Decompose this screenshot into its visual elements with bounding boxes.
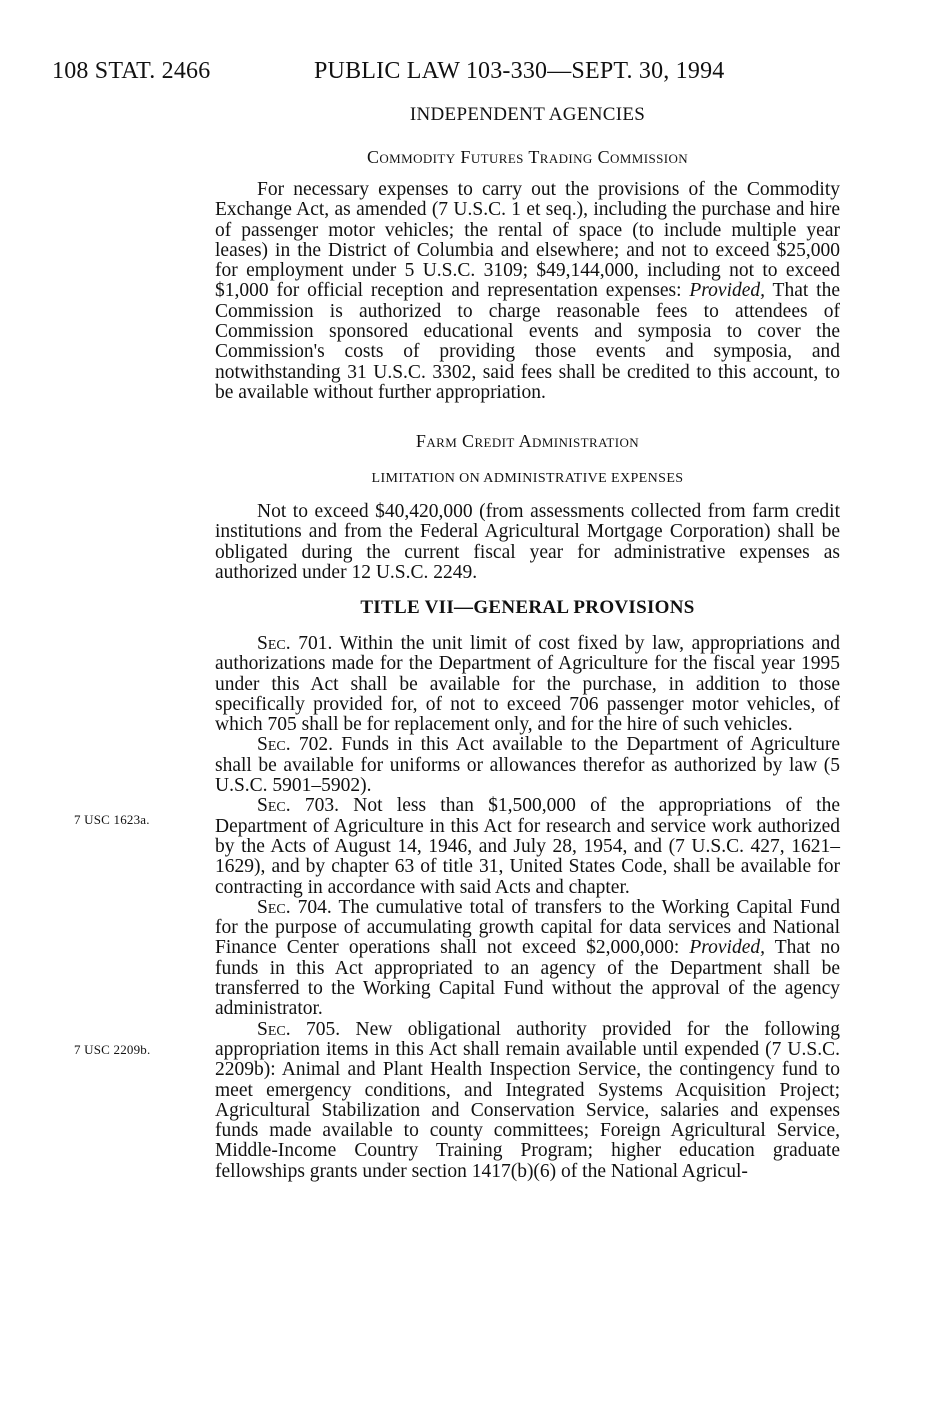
section-704-text-part-1: The cumulative total of transfers to the Working Capital Fund for the purpose of accumulating growth capital for data services and National Finance Center operations shall not exceed $2,000,000: (215, 896, 840, 959)
cftc-heading: Commodity Futures Trading Commission (366, 147, 689, 167)
fca-heading: Farm Credit Administration (415, 431, 640, 451)
section-701-text: Within the unit limit of cost fixed by law, appropriations and authorizations made for the Department of Agriculture for the fiscal year 1995 under this Act shall be available for the purchase, in addition to those specifically provided for, of not to exceed 706 passenger motor vehicles, of which 705 shall be for replacement only, and for the hire of such vehicles. (215, 633, 840, 736)
margin-note-section-703: 7 USC 1623a. (74, 812, 150, 827)
section-702-label: Sec. 702. (257, 734, 333, 756)
section-705 (215, 1020, 840, 1182)
page-header (52, 58, 852, 88)
section-703-label: Sec. 703. (257, 795, 339, 817)
cftc-text-part-2: That the Commission is authorized to charge reasonable fees to attendees of Commission sponsored educational events and symposia to cover the Commission's costs of providing those events and symposia, and notwithstanding 31 U.S.C. 3302, said fees shall be credited to this account, to be available without further appropriation. (215, 280, 840, 403)
cftc-text-part-1: For necessary expenses to carry out the provisions of the Commodity Exchange Act, as amended (7 U.S.C. 1 et seq.), including the purchase and hire of passenger motor vehicles; the rental of space (to include multiple year leases) in the District of Columbia and elsewhere; and not to exceed $25,000 for employment under 5 U.S.C. 3109; $49,144,000, including not to exceed $1,000 for official reception and representation expenses: (215, 179, 840, 302)
margin-note-section-705: 7 USC 2209b. (74, 1042, 151, 1057)
section-703-text: Not less than $1,500,000 of the appropriations of the Department of Agriculture in this Act for research and service work authorized by the Acts of August 14, 1946, and July 28, 1954, and (7 U.S.C. 427, 1621–1629), and by chapter 63 of title 31, United States Code, shall be available for contracting in accordance with said Acts and chapter. (215, 795, 840, 898)
section-704-proviso: Provided, (689, 937, 765, 959)
title-heading: INDEPENDENT AGENCIES (409, 104, 646, 125)
title-vii-heading: TITLE VII—GENERAL PROVISIONS (360, 597, 695, 618)
section-704-text-part-2: That no funds in this Act appropriated to an agency of the Department shall be transferred to the Working Capital Fund without the approval of the agency administrator. (215, 937, 840, 1020)
fca-subheading: LIMITATION ON ADMINISTRATIVE EXPENSES (371, 471, 684, 486)
section-702 (215, 735, 840, 796)
public-law-reference: PUBLIC LAW 103-330—SEPT. 30, 1994 (314, 58, 725, 84)
section-705-label: Sec. 705. (257, 1018, 341, 1040)
section-704-label: Sec. 704. (257, 896, 332, 918)
section-701 (215, 634, 840, 735)
cftc-proviso: Provided, (689, 280, 766, 302)
section-705-text: New obligational authority provided for the following appropriation items in this Act shall remain available until expended (7 U.S.C. 2209b): Animal and Plant Health Inspection Service, the contingency fund to meet emergency conditions, and Integrated Systems Acquisition Project; Agricultural Stabilization and Conservation Service, salaries and expenses funds made available to county committees; Foreign Agricultural Service, Middle-Income Country Training Program; higher education graduate fellowships grants under section 1417(b)(6) of the National Agricul- (215, 1018, 840, 1182)
cftc-paragraph (215, 180, 840, 403)
section-704 (215, 898, 840, 1020)
section-702-text: Funds in this Act available to the Department of Agriculture shall be available for uniforms or allowances therefor as authorized by law (5 U.S.C. 5901–5902). (215, 734, 840, 797)
section-701-label: Sec. 701. (257, 633, 333, 654)
statute-page-reference: 108 STAT. 2466 (52, 58, 211, 84)
section-703 (215, 796, 840, 897)
fca-paragraph: Not to exceed $40,420,000 (from assessments collected from farm credit institutions and from the Federal Agricultural Mortgage Corporation) shall be obligated during the current fiscal year for administrative expenses as authorized under 12 U.S.C. 2249. (215, 501, 840, 583)
general-provisions-sections (215, 634, 840, 1182)
